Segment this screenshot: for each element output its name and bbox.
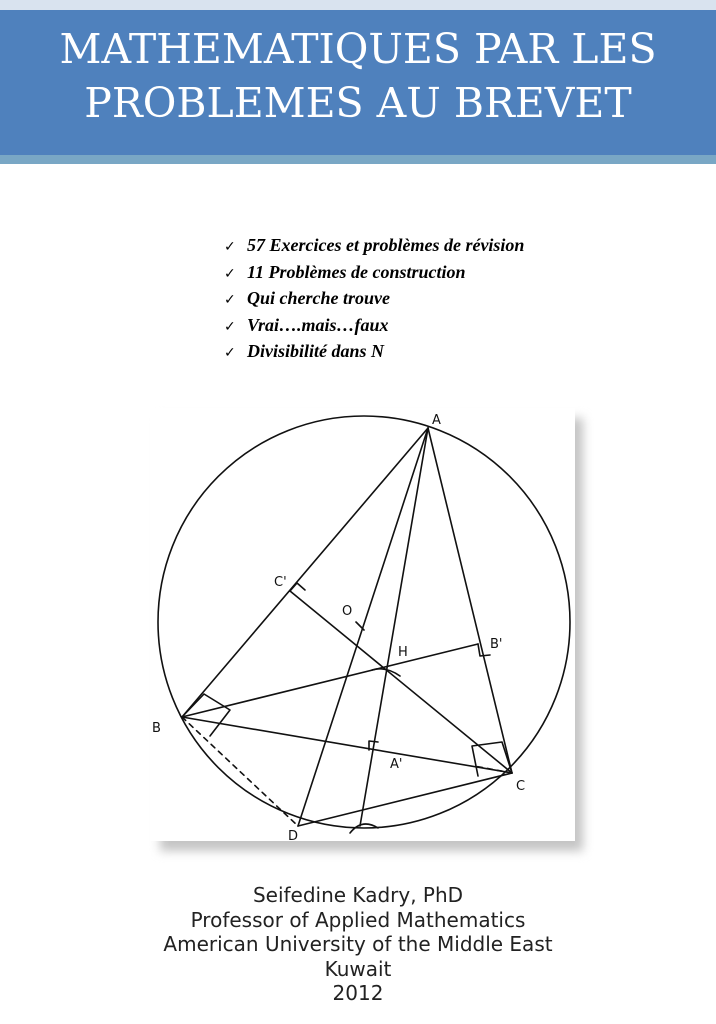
banner-bottom-stripe — [0, 155, 716, 164]
label-b: B — [152, 721, 161, 736]
feature-text: Vrai….mais…faux — [247, 314, 389, 335]
author-title: Professor of Applied Mathematics — [190, 907, 526, 932]
label-c: C — [516, 779, 526, 794]
book-title-line-2: PROBLEMES AU BREVET — [84, 79, 632, 127]
side-bc — [182, 717, 512, 773]
author-block — [0, 883, 716, 1006]
geometry-figure — [150, 408, 575, 841]
label-c-prime: C' — [274, 575, 287, 590]
feature-text: Qui cherche trouve — [247, 288, 390, 308]
check-mark-icon: ✓ — [224, 318, 236, 335]
dashed-segment-c — [474, 766, 512, 773]
check-mark-icon: ✓ — [224, 292, 236, 308]
label-d: D — [288, 829, 299, 841]
segment-ad — [298, 428, 428, 826]
label-h: H — [398, 645, 408, 660]
feature-item — [224, 233, 524, 260]
label-a-prime: A' — [390, 757, 403, 772]
feature-text: 57 Exercices et problèmes de révision — [247, 235, 525, 255]
feature-item — [224, 313, 524, 340]
segment-dc — [298, 773, 512, 826]
right-angle-mark-bprime — [478, 644, 490, 656]
side-ac — [428, 428, 512, 773]
book-title — [0, 22, 716, 130]
label-a: A — [432, 413, 441, 428]
feature-text: 11 Problèmes de construction — [247, 261, 466, 282]
feature-item — [224, 339, 524, 366]
feature-text: Divisibilité dans N — [247, 341, 385, 361]
label-b-prime: B' — [490, 637, 503, 652]
altitude-from-b — [182, 644, 478, 717]
feature-item — [224, 260, 524, 287]
author-country: Kuwait — [324, 956, 392, 981]
check-mark-icon: ✓ — [224, 265, 236, 282]
label-o: O — [342, 604, 353, 619]
check-mark-icon: ✓ — [224, 239, 236, 255]
top-strip — [0, 0, 716, 10]
geometry-figure-drawing — [150, 408, 575, 841]
book-title-line-1: MATHEMATIQUES PAR LES — [59, 25, 657, 73]
publication-year: 2012 — [332, 981, 384, 1005]
author-institution: American University of the Middle East — [163, 932, 553, 956]
author-name: Seifedine Kadry, PhD — [252, 883, 464, 907]
check-mark-icon: ✓ — [224, 345, 236, 361]
feature-item — [224, 286, 524, 313]
feature-list — [224, 233, 524, 366]
